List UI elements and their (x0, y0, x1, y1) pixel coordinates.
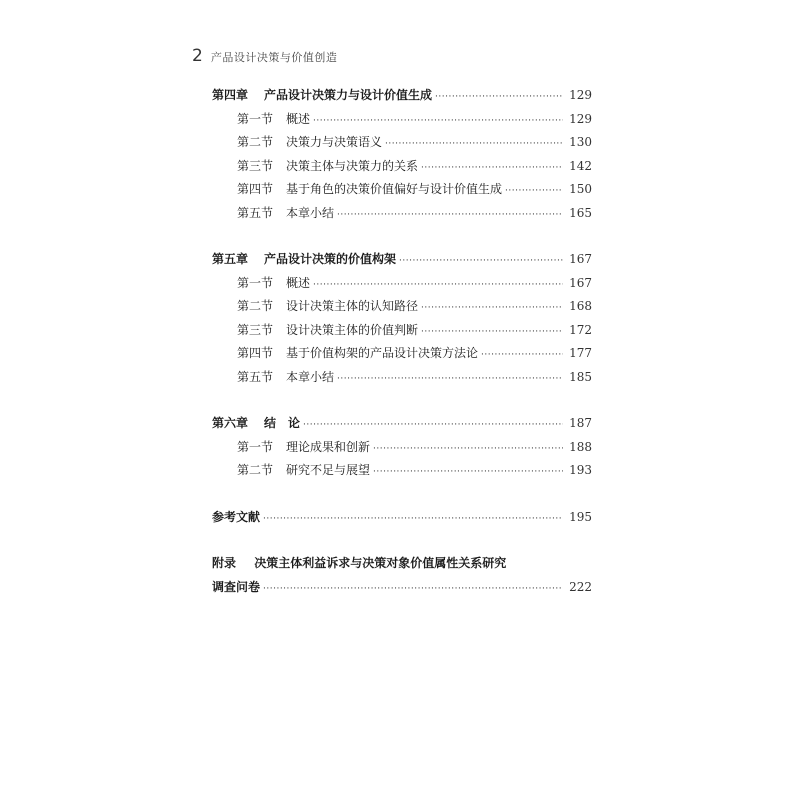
toc-section (212, 295, 592, 319)
section-title: 基于价值构架的产品设计决策方法论 (286, 346, 479, 360)
section-page-number: 185 (569, 369, 592, 384)
page-number: 2 (192, 46, 203, 66)
dot-leader (337, 202, 563, 228)
dot-leader (373, 436, 563, 462)
dot-leader (303, 412, 563, 438)
running-head (192, 46, 337, 66)
chapter-group-5 (212, 248, 592, 389)
section-page-number: 129 (569, 111, 592, 126)
chapter-label: 第四章 (212, 88, 249, 102)
section-title: 设计决策主体的价值判断 (286, 322, 419, 337)
chapter-label: 第五章 (212, 252, 249, 266)
dot-leader (505, 178, 563, 204)
section-title: 理论成果和创新 (286, 439, 371, 454)
chapter-title: 产品设计决策的价值构架 (264, 252, 397, 266)
dot-leader (337, 366, 563, 392)
section-page-number: 177 (569, 346, 592, 360)
section-title: 研究不足与展望 (286, 463, 371, 477)
appendix-title-line1: 决策主体利益诉求与决策对象价值属性关系研究 (254, 556, 507, 570)
dot-leader (421, 295, 563, 321)
section-label: 第三节 (237, 322, 274, 337)
chapter-page-number: 167 (569, 252, 592, 266)
toc-references (212, 506, 592, 530)
appendix-label: 附录 (212, 556, 237, 570)
section-title: 本章小结 (286, 205, 335, 220)
chapter-page-number: 129 (569, 88, 592, 102)
toc-chapter-6 (212, 412, 592, 436)
toc-section (212, 131, 592, 155)
section-label: 第四节 (237, 346, 274, 360)
section-page-number: 172 (569, 322, 592, 337)
section-label: 第五节 (237, 369, 274, 384)
section-title: 概述 (286, 275, 311, 290)
section-label: 第一节 (237, 111, 274, 126)
dot-leader (313, 108, 563, 134)
section-title: 设计决策主体的认知路径 (286, 299, 419, 313)
toc-appendix (212, 576, 592, 600)
toc-section (212, 272, 592, 296)
toc-section (212, 108, 592, 132)
toc-chapter-5 (212, 248, 592, 272)
section-label: 第二节 (237, 135, 274, 149)
appendix-title-line2: 调查问卷 (212, 579, 261, 594)
section-label: 第一节 (237, 275, 274, 290)
toc-section (212, 459, 592, 483)
section-page-number: 150 (569, 182, 592, 196)
section-label: 第四节 (237, 182, 274, 196)
dot-leader (481, 342, 563, 368)
section-title: 决策主体与决策力的关系 (286, 158, 419, 173)
section-title: 概述 (286, 111, 311, 126)
section-title: 决策力与决策语义 (286, 135, 383, 149)
section-label: 第二节 (237, 463, 274, 477)
section-label: 第三节 (237, 158, 274, 173)
chapter-group-6 (212, 412, 592, 483)
chapter-title: 产品设计决策力与设计价值生成 (264, 88, 433, 102)
section-page-number: 130 (569, 135, 592, 149)
chapter-label: 第六章 (212, 416, 249, 430)
chapter-title: 结 论 (264, 416, 301, 430)
toc-section (212, 202, 592, 226)
dot-leader (399, 248, 563, 274)
dot-leader (263, 506, 563, 532)
toc-section (212, 436, 592, 460)
dot-leader (435, 84, 563, 110)
section-page-number: 188 (569, 439, 592, 454)
section-label: 第一节 (237, 439, 274, 454)
appendix-page-number: 222 (569, 579, 592, 594)
dot-leader (385, 131, 563, 157)
toc-section (212, 319, 592, 343)
toc-section (212, 155, 592, 179)
section-page-number: 142 (569, 158, 592, 173)
toc-section (212, 366, 592, 390)
toc-section (212, 178, 592, 202)
references-page-number: 195 (569, 509, 592, 524)
section-title: 本章小结 (286, 369, 335, 384)
appendix-group (212, 552, 592, 599)
section-label: 第五节 (237, 205, 274, 220)
dot-leader (313, 272, 563, 298)
book-title: 产品设计决策与价值创造 (210, 51, 338, 64)
dot-leader (421, 155, 563, 181)
references-title: 参考文献 (212, 509, 261, 524)
dot-leader (263, 576, 563, 602)
section-page-number: 167 (569, 275, 592, 290)
section-page-number: 193 (569, 463, 592, 477)
section-title: 基于角色的决策价值偏好与设计价值生成 (286, 182, 503, 196)
appendix-heading (212, 552, 592, 576)
toc-section (212, 342, 592, 366)
toc-chapter-4 (212, 84, 592, 108)
dot-leader (373, 459, 563, 485)
dot-leader (421, 319, 563, 345)
section-page-number: 165 (569, 205, 592, 220)
chapter-page-number: 187 (569, 416, 592, 430)
chapter-group-4 (212, 84, 592, 225)
section-page-number: 168 (569, 299, 592, 313)
references-group (212, 506, 592, 530)
section-label: 第二节 (237, 299, 274, 313)
table-of-contents (212, 84, 592, 622)
